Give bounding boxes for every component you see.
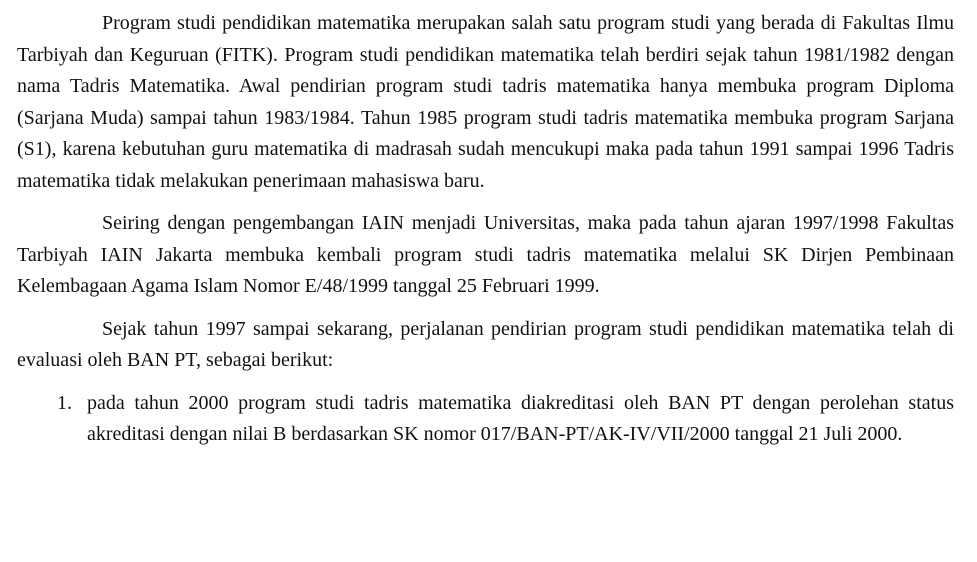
paragraph-history-intro: Program studi pendidikan matematika merupakan salah satu program studi yang berada di Fakultas Ilmu Tarbiyah dan Keguruan (FITK). Program studi pendidikan matematika telah berdiri sejak tahun 1981/1982 dengan nama Tadris Matematika. Awal pendirian program studi tadris matematika hanya membuka program Diploma (Sarjana Muda) sampai tahun 1983/1984. Tahun 1985 program studi tadris matematika membuka program Sarjana (S1), karena kebutuhan guru matematika di madrasah sudah mencukupi maka pada tahun 1991 sampai 1996 Tadris matematika tidak melakukan penerimaan mahasiswa baru.: [17, 12, 954, 192]
paragraph-evaluation-intro: Sejak tahun 1997 sampai sekarang, perjalanan pendirian program studi pendidikan matematika telah di evaluasi oleh BAN PT, sebagai berikut:: [17, 317, 954, 371]
list-item-marker: [17, 388, 87, 420]
document-body: [17, 8, 954, 451]
list-item-text: pada tahun 2000 program studi tadris matematika diakreditasi oleh BAN PT dengan perolehan status akreditasi dengan nilai B berdasarkan SK nomor 017/BAN-PT/AK-IV/VII/2000 tanggal 21 Juli 2000.: [87, 391, 954, 445]
accreditation-list: [17, 388, 954, 451]
list-item-number: 1.: [57, 391, 72, 414]
list-item: [17, 388, 954, 451]
paragraph-university-transition: Seiring dengan pengembangan IAIN menjadi Universitas, maka pada tahun ajaran 1997/1998 Fakultas Tarbiyah IAIN Jakarta membuka kembali program studi tadris matematika melalui SK Dirjen Pembinaan Kelembagaan Agama Islam Nomor E/48/1999 tanggal 25 Februari 1999.: [17, 212, 954, 297]
